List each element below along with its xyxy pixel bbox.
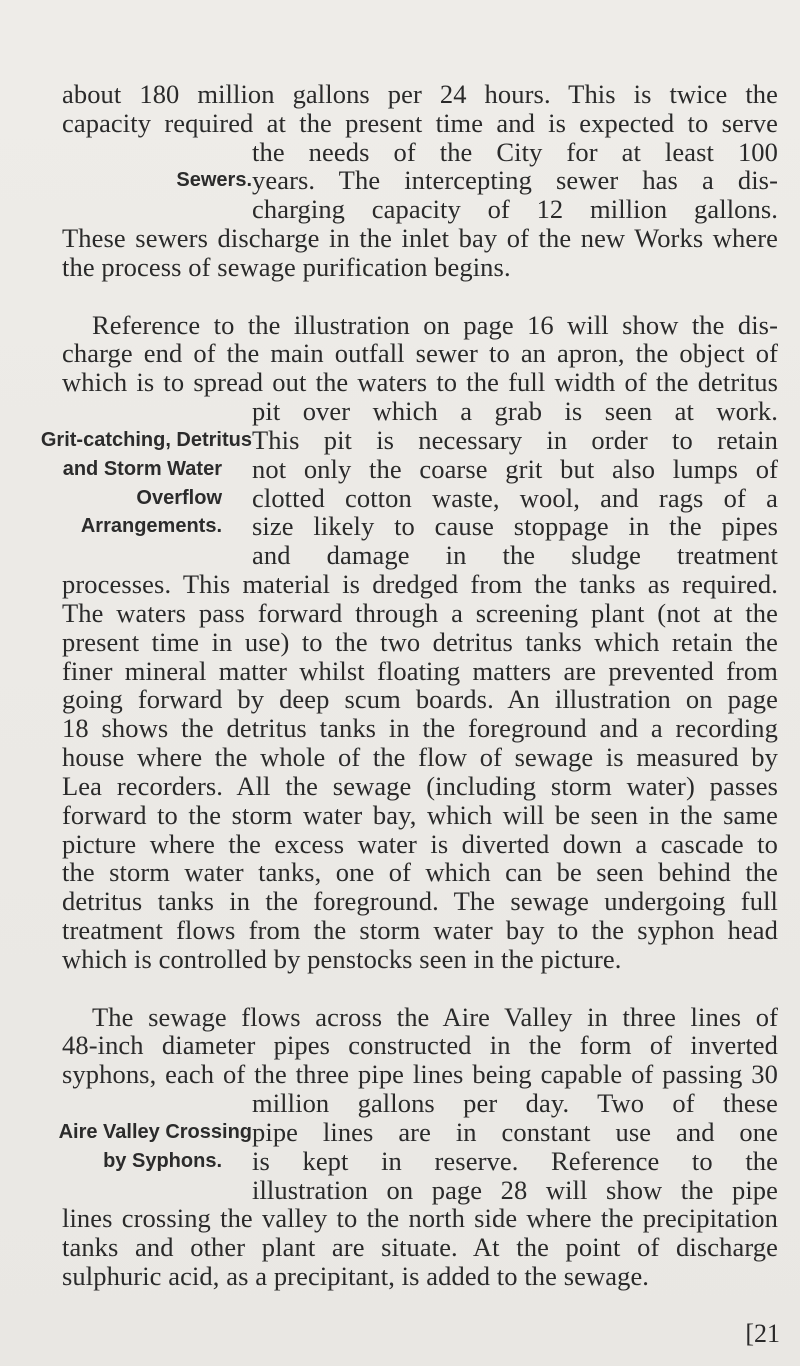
- text-line: not only the coarse grit but also lumps of: [252, 453, 778, 484]
- text-line: processes. This material is dredged from the tanks as required.: [62, 569, 778, 600]
- side-heading-grit-2: and Storm Water: [62, 457, 222, 480]
- text-line: detritus tanks in the foreground. The sewage undergoing full: [62, 886, 778, 917]
- text-line: tanks and other plant are situate. At the point of discharge: [62, 1232, 778, 1263]
- side-heading-aire-2: by Syphons.: [103, 1149, 222, 1172]
- text-line: lines crossing the valley to the north side where the precipitation: [62, 1203, 778, 1234]
- text-line: picture where the excess water is diverted down a cascade to: [62, 828, 778, 859]
- text-line: 18 shows the detritus tanks in the foreground and a recording: [62, 713, 778, 744]
- text-line: clotted cotton waste, wool, and rags of a: [252, 482, 778, 513]
- text-line: capacity required at the present time and is expected to serve: [62, 107, 778, 138]
- text-line: is kept in reserve. Reference to the: [252, 1145, 778, 1176]
- text-line: The sewage flows across the Aire Valley in three lines of: [92, 1001, 778, 1032]
- text-line: which is to spread out the waters to the full width of the detritus: [62, 367, 778, 398]
- text-line: the storm water tanks, one of which can be seen behind the: [62, 857, 778, 888]
- text-line: 48-inch diameter pipes constructed in the form of inverted: [62, 1030, 778, 1061]
- text-line: treatment flows from the storm water bay to the syphon head: [62, 915, 778, 946]
- text-line: house where the whole of the flow of sewage is measured by: [62, 742, 778, 773]
- text-line: syphons, each of the three pipe lines being capable of passing 30: [62, 1059, 778, 1090]
- text-line: the process of sewage purification begins.: [62, 251, 511, 282]
- text-line: forward to the storm water bay, which will be seen in the same: [62, 799, 778, 830]
- text-line: finer mineral matter whilst floating matters are prevented from: [62, 655, 778, 686]
- text-line: These sewers discharge in the inlet bay of the new Works where: [62, 223, 778, 254]
- text-line: years. The intercepting sewer has a dis-: [252, 165, 778, 196]
- side-heading-grit-3: Overflow: [136, 486, 222, 509]
- text-line: This pit is necessary in order to retain: [252, 424, 778, 455]
- text-line: which is controlled by penstocks seen in the picture.: [62, 943, 622, 974]
- text-line: Lea recorders. All the sewage (including storm water) passes: [62, 770, 778, 801]
- text-line: illustration on page 28 will show the pipe: [252, 1174, 778, 1205]
- text-line: pipe lines are in constant use and one: [252, 1116, 778, 1147]
- text-line: The waters pass forward through a screening plant (not at the: [62, 597, 778, 628]
- text-line: sulphuric acid, as a precipitant, is added to the sewage.: [62, 1261, 650, 1291]
- text-line: going forward by deep scum boards. An illustration on page: [62, 684, 778, 715]
- side-heading-grit-1: Grit-catching, Detritus: [40, 428, 252, 451]
- text-line: present time in use) to the two detritus tanks which retain the: [62, 626, 778, 657]
- text-line: charge end of the main outfall sewer to an apron, the object of: [62, 338, 778, 369]
- text-line: pit over which a grab is seen at work.: [252, 396, 778, 427]
- text-line: about 180 million gallons per 24 hours. This is twice the: [62, 79, 778, 109]
- text-line: size likely to cause stoppage in the pipes: [252, 511, 778, 542]
- text-line: and damage in the sludge treatment: [252, 540, 778, 571]
- page-number: [21: [745, 1319, 780, 1348]
- text-line: Reference to the illustration on page 16 will show the dis-: [92, 309, 778, 340]
- side-heading-grit-4: Arrangements.: [80, 515, 222, 538]
- side-heading-sewers: Sewers.: [176, 169, 252, 192]
- side-heading-aire-1: Aire Valley Crossing: [58, 1120, 252, 1143]
- text-line: million gallons per day. Two of these: [252, 1088, 778, 1119]
- text-line: charging capacity of 12 million gallons.: [252, 194, 778, 225]
- text-line: the needs of the City for at least 100: [252, 136, 778, 167]
